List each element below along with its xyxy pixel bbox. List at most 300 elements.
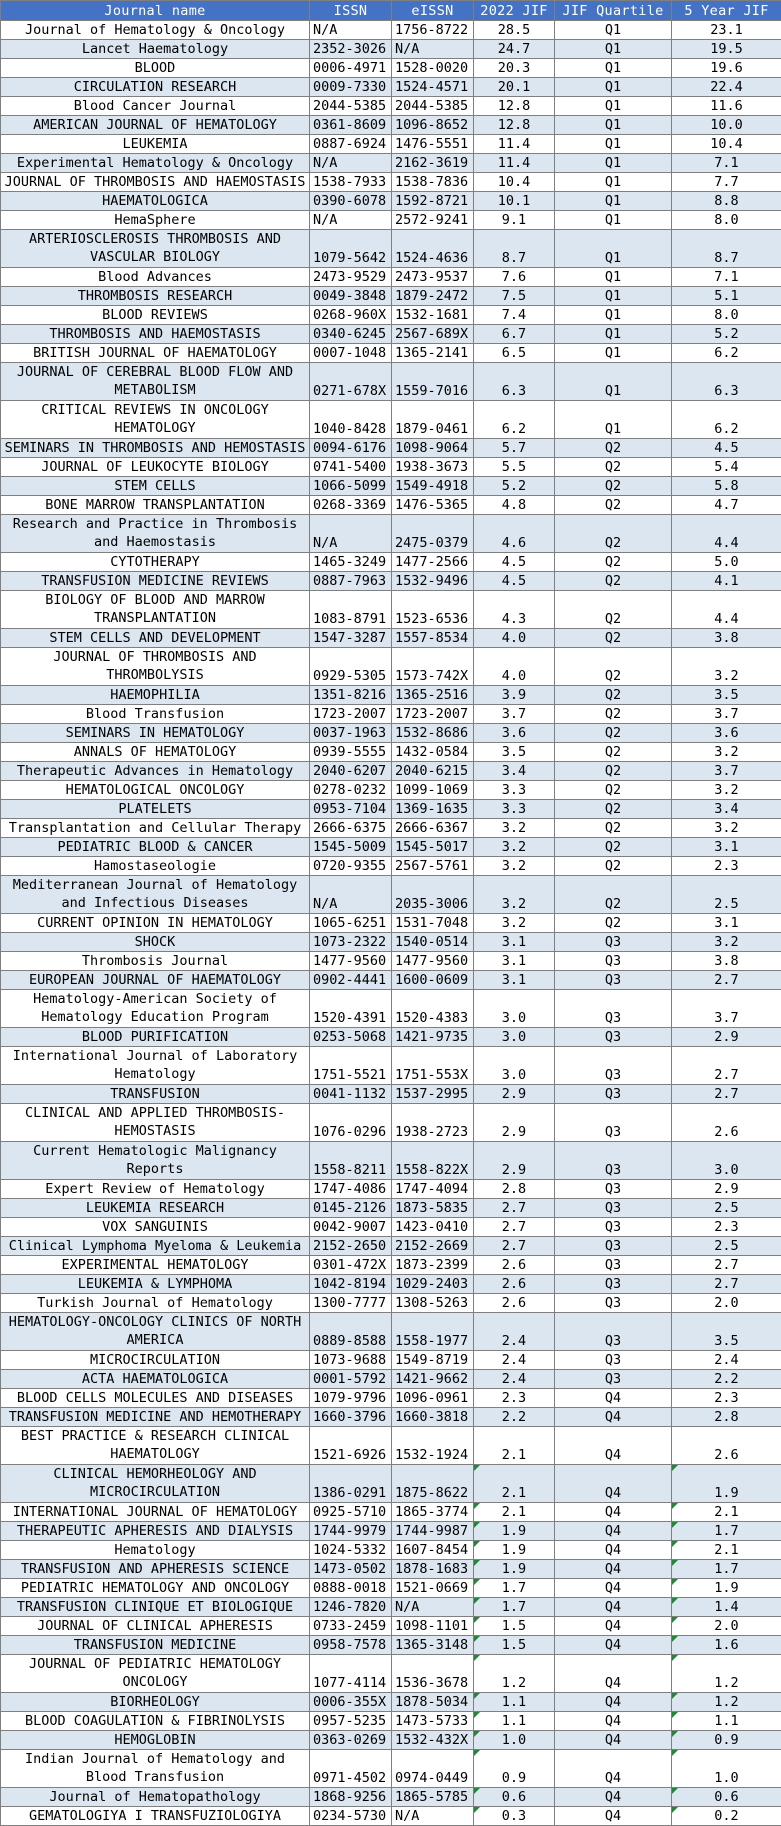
five-year-jif-cell[interactable]: 1.6 — [672, 1636, 781, 1655]
journal-name-cell[interactable]: BLOOD — [1, 59, 310, 78]
journal-name-cell[interactable]: ANNALS OF HEMATOLOGY — [1, 743, 310, 762]
issn-cell[interactable]: 1073-9688 — [310, 1351, 392, 1370]
eissn-cell[interactable]: 1476-5365 — [392, 496, 474, 515]
issn-cell[interactable]: 0041-1132 — [310, 1085, 392, 1104]
issn-cell[interactable]: 2473-9529 — [310, 268, 392, 287]
issn-cell[interactable]: 0234-5730 — [310, 1807, 392, 1826]
issn-cell[interactable]: 1065-6251 — [310, 914, 392, 933]
eissn-cell[interactable]: 1365-3148 — [392, 1636, 474, 1655]
journal-name-cell[interactable]: INTERNATIONAL JOURNAL OF HEMATOLOGY — [1, 1503, 310, 1522]
jif-cell[interactable]: 3.1 — [474, 971, 555, 990]
journal-name-cell[interactable]: Current Hematologic Malignancy Reports — [1, 1142, 310, 1180]
five-year-jif-cell[interactable]: 4.7 — [672, 496, 781, 515]
journal-name-cell[interactable]: JOURNAL OF THROMBOSIS AND HAEMOSTASIS — [1, 173, 310, 192]
issn-cell[interactable]: 0340-6245 — [310, 325, 392, 344]
five-year-jif-cell[interactable]: 1.2 — [672, 1655, 781, 1693]
quartile-cell[interactable]: Q3 — [555, 971, 672, 990]
quartile-cell[interactable]: Q1 — [555, 325, 672, 344]
journal-name-cell[interactable]: Hematology-American Society of Hematology Education Program — [1, 990, 310, 1028]
jif-cell[interactable]: 11.4 — [474, 154, 555, 173]
quartile-cell[interactable]: Q4 — [555, 1655, 672, 1693]
journal-name-cell[interactable]: BIORHEOLOGY — [1, 1693, 310, 1712]
eissn-cell[interactable]: 1365-2141 — [392, 344, 474, 363]
five-year-jif-cell[interactable]: 3.5 — [672, 1313, 781, 1351]
jif-cell[interactable]: 3.4 — [474, 762, 555, 781]
issn-cell[interactable]: 0006-4971 — [310, 59, 392, 78]
eissn-cell[interactable]: 1423-0410 — [392, 1218, 474, 1237]
journal-name-cell[interactable]: Blood Cancer Journal — [1, 97, 310, 116]
eissn-cell[interactable]: 1421-9662 — [392, 1370, 474, 1389]
issn-cell[interactable]: 1520-4391 — [310, 990, 392, 1028]
quartile-cell[interactable]: Q1 — [555, 230, 672, 268]
five-year-jif-cell[interactable]: 0.9 — [672, 1731, 781, 1750]
quartile-cell[interactable]: Q2 — [555, 553, 672, 572]
jif-cell[interactable]: 5.5 — [474, 458, 555, 477]
quartile-cell[interactable]: Q2 — [555, 838, 672, 857]
jif-cell[interactable]: 3.2 — [474, 838, 555, 857]
jif-cell[interactable]: 7.6 — [474, 268, 555, 287]
five-year-jif-cell[interactable]: 3.8 — [672, 952, 781, 971]
jif-cell[interactable]: 3.2 — [474, 914, 555, 933]
journal-name-cell[interactable]: LEUKEMIA — [1, 135, 310, 154]
journal-name-cell[interactable]: EUROPEAN JOURNAL OF HAEMATOLOGY — [1, 971, 310, 990]
jif-cell[interactable]: 10.1 — [474, 192, 555, 211]
jif-cell[interactable]: 20.1 — [474, 78, 555, 97]
issn-cell[interactable]: 1083-8791 — [310, 591, 392, 629]
journal-name-cell[interactable]: TRANSFUSION MEDICINE — [1, 1636, 310, 1655]
eissn-cell[interactable]: 1524-4571 — [392, 78, 474, 97]
column-header-jif-quartile[interactable]: JIF Quartile — [555, 1, 672, 21]
quartile-cell[interactable]: Q3 — [555, 1313, 672, 1351]
eissn-cell[interactable]: 1532-432X — [392, 1731, 474, 1750]
journal-name-cell[interactable]: TRANSFUSION AND APHERESIS SCIENCE — [1, 1560, 310, 1579]
five-year-jif-cell[interactable]: 1.2 — [672, 1693, 781, 1712]
issn-cell[interactable]: 0957-5235 — [310, 1712, 392, 1731]
five-year-jif-cell[interactable]: 1.7 — [672, 1560, 781, 1579]
jif-cell[interactable]: 2.1 — [474, 1503, 555, 1522]
five-year-jif-cell[interactable]: 5.8 — [672, 477, 781, 496]
jif-cell[interactable]: 0.6 — [474, 1788, 555, 1807]
issn-cell[interactable]: 0253-5068 — [310, 1028, 392, 1047]
quartile-cell[interactable]: Q2 — [555, 477, 672, 496]
five-year-jif-cell[interactable]: 2.3 — [672, 857, 781, 876]
issn-cell[interactable]: 0929-5305 — [310, 648, 392, 686]
quartile-cell[interactable]: Q3 — [555, 1351, 672, 1370]
five-year-jif-cell[interactable]: 4.1 — [672, 572, 781, 591]
quartile-cell[interactable]: Q4 — [555, 1807, 672, 1826]
journal-name-cell[interactable]: JOURNAL OF CLINICAL APHERESIS — [1, 1617, 310, 1636]
quartile-cell[interactable]: Q2 — [555, 762, 672, 781]
eissn-cell[interactable]: 1558-1977 — [392, 1313, 474, 1351]
quartile-cell[interactable]: Q1 — [555, 363, 672, 401]
five-year-jif-cell[interactable]: 3.0 — [672, 1142, 781, 1180]
five-year-jif-cell[interactable]: 19.5 — [672, 40, 781, 59]
five-year-jif-cell[interactable]: 6.3 — [672, 363, 781, 401]
journal-name-cell[interactable]: CYTOTHERAPY — [1, 553, 310, 572]
issn-cell[interactable]: 0733-2459 — [310, 1617, 392, 1636]
five-year-jif-cell[interactable]: 11.6 — [672, 97, 781, 116]
eissn-cell[interactable]: 1477-9560 — [392, 952, 474, 971]
eissn-cell[interactable]: 1473-5733 — [392, 1712, 474, 1731]
journal-name-cell[interactable]: Thrombosis Journal — [1, 952, 310, 971]
eissn-cell[interactable]: 2567-689X — [392, 325, 474, 344]
journal-name-cell[interactable]: Blood Advances — [1, 268, 310, 287]
jif-cell[interactable]: 20.3 — [474, 59, 555, 78]
journal-name-cell[interactable]: THROMBOSIS RESEARCH — [1, 287, 310, 306]
journal-name-cell[interactable]: Expert Review of Hematology — [1, 1180, 310, 1199]
quartile-cell[interactable]: Q4 — [555, 1408, 672, 1427]
five-year-jif-cell[interactable]: 2.0 — [672, 1617, 781, 1636]
jif-cell[interactable]: 3.0 — [474, 990, 555, 1028]
journal-name-cell[interactable]: SHOCK — [1, 933, 310, 952]
journal-name-cell[interactable]: Research and Practice in Thrombosis and Haemostasis — [1, 515, 310, 553]
quartile-cell[interactable]: Q1 — [555, 21, 672, 40]
jif-cell[interactable]: 2.7 — [474, 1199, 555, 1218]
jif-cell[interactable]: 9.1 — [474, 211, 555, 230]
five-year-jif-cell[interactable]: 2.3 — [672, 1218, 781, 1237]
eissn-cell[interactable]: 1537-2995 — [392, 1085, 474, 1104]
journal-name-cell[interactable]: Hematology — [1, 1541, 310, 1560]
eissn-cell[interactable]: 1875-8622 — [392, 1465, 474, 1503]
journal-name-cell[interactable]: BLOOD COAGULATION & FIBRINOLYSIS — [1, 1712, 310, 1731]
five-year-jif-cell[interactable]: 2.6 — [672, 1104, 781, 1142]
journal-name-cell[interactable]: GEMATOLOGIYA I TRANSFUZIOLOGIYA — [1, 1807, 310, 1826]
issn-cell[interactable]: 1545-5009 — [310, 838, 392, 857]
eissn-cell[interactable]: 2040-6215 — [392, 762, 474, 781]
quartile-cell[interactable]: Q4 — [555, 1503, 672, 1522]
quartile-cell[interactable]: Q4 — [555, 1560, 672, 1579]
issn-cell[interactable]: 1747-4086 — [310, 1180, 392, 1199]
eissn-cell[interactable]: 1559-7016 — [392, 363, 474, 401]
issn-cell[interactable]: 1477-9560 — [310, 952, 392, 971]
quartile-cell[interactable]: Q1 — [555, 173, 672, 192]
eissn-cell[interactable]: 1308-5263 — [392, 1294, 474, 1313]
issn-cell[interactable]: 0390-6078 — [310, 192, 392, 211]
column-header-journal-name[interactable]: Journal name — [1, 1, 310, 21]
eissn-cell[interactable]: 2567-5761 — [392, 857, 474, 876]
eissn-cell[interactable]: 1096-0961 — [392, 1389, 474, 1408]
jif-cell[interactable]: 4.3 — [474, 591, 555, 629]
quartile-cell[interactable]: Q1 — [555, 97, 672, 116]
quartile-cell[interactable]: Q1 — [555, 116, 672, 135]
journal-name-cell[interactable]: BIOLOGY OF BLOOD AND MARROW TRANSPLANTATION — [1, 591, 310, 629]
five-year-jif-cell[interactable]: 3.1 — [672, 914, 781, 933]
quartile-cell[interactable]: Q2 — [555, 496, 672, 515]
journal-name-cell[interactable]: EXPERIMENTAL HEMATOLOGY — [1, 1256, 310, 1275]
eissn-cell[interactable]: 1865-3774 — [392, 1503, 474, 1522]
quartile-cell[interactable]: Q3 — [555, 990, 672, 1028]
issn-cell[interactable]: 1723-2007 — [310, 705, 392, 724]
eissn-cell[interactable]: 1723-2007 — [392, 705, 474, 724]
issn-cell[interactable]: 0271-678X — [310, 363, 392, 401]
five-year-jif-cell[interactable]: 1.7 — [672, 1522, 781, 1541]
jif-cell[interactable]: 2.9 — [474, 1142, 555, 1180]
journal-name-cell[interactable]: ACTA HAEMATOLOGICA — [1, 1370, 310, 1389]
eissn-cell[interactable]: 1573-742X — [392, 648, 474, 686]
jif-cell[interactable]: 3.7 — [474, 705, 555, 724]
issn-cell[interactable]: 2040-6207 — [310, 762, 392, 781]
five-year-jif-cell[interactable]: 1.1 — [672, 1712, 781, 1731]
five-year-jif-cell[interactable]: 8.0 — [672, 211, 781, 230]
quartile-cell[interactable]: Q2 — [555, 572, 672, 591]
journal-name-cell[interactable]: STEM CELLS — [1, 477, 310, 496]
jif-cell[interactable]: 28.5 — [474, 21, 555, 40]
jif-cell[interactable]: 3.6 — [474, 724, 555, 743]
journal-name-cell[interactable]: STEM CELLS AND DEVELOPMENT — [1, 629, 310, 648]
eissn-cell[interactable]: 1532-8686 — [392, 724, 474, 743]
issn-cell[interactable]: 0268-960X — [310, 306, 392, 325]
jif-cell[interactable]: 2.6 — [474, 1275, 555, 1294]
jif-cell[interactable]: 1.9 — [474, 1560, 555, 1579]
journal-name-cell[interactable]: CRITICAL REVIEWS IN ONCOLOGY HEMATOLOGY — [1, 401, 310, 439]
journal-name-cell[interactable]: HEMOGLOBIN — [1, 1731, 310, 1750]
five-year-jif-cell[interactable]: 2.2 — [672, 1370, 781, 1389]
quartile-cell[interactable]: Q4 — [555, 1731, 672, 1750]
quartile-cell[interactable]: Q3 — [555, 1104, 672, 1142]
five-year-jif-cell[interactable]: 2.6 — [672, 1427, 781, 1465]
issn-cell[interactable]: 1351-8216 — [310, 686, 392, 705]
column-header-2022-jif[interactable]: 2022 JIF — [474, 1, 555, 21]
journal-name-cell[interactable]: LEUKEMIA RESEARCH — [1, 1199, 310, 1218]
quartile-cell[interactable]: Q1 — [555, 211, 672, 230]
eissn-cell[interactable]: 1536-3678 — [392, 1655, 474, 1693]
issn-cell[interactable]: 1076-0296 — [310, 1104, 392, 1142]
eissn-cell[interactable]: 1549-4918 — [392, 477, 474, 496]
issn-cell[interactable]: 1042-8194 — [310, 1275, 392, 1294]
jif-cell[interactable]: 2.1 — [474, 1465, 555, 1503]
eissn-cell[interactable]: 1521-0669 — [392, 1579, 474, 1598]
jif-cell[interactable]: 3.0 — [474, 1047, 555, 1085]
quartile-cell[interactable]: Q3 — [555, 1256, 672, 1275]
eissn-cell[interactable]: 1549-8719 — [392, 1351, 474, 1370]
five-year-jif-cell[interactable]: 10.4 — [672, 135, 781, 154]
five-year-jif-cell[interactable]: 2.5 — [672, 876, 781, 914]
journal-name-cell[interactable]: Lancet Haematology — [1, 40, 310, 59]
issn-cell[interactable]: 0363-0269 — [310, 1731, 392, 1750]
eissn-cell[interactable]: 2572-9241 — [392, 211, 474, 230]
five-year-jif-cell[interactable]: 1.9 — [672, 1465, 781, 1503]
five-year-jif-cell[interactable]: 1.4 — [672, 1598, 781, 1617]
issn-cell[interactable]: 0049-3848 — [310, 287, 392, 306]
journal-name-cell[interactable]: ARTERIOSCLEROSIS THROMBOSIS AND VASCULAR BIOLOGY — [1, 230, 310, 268]
quartile-cell[interactable]: Q1 — [555, 287, 672, 306]
jif-cell[interactable]: 6.5 — [474, 344, 555, 363]
five-year-jif-cell[interactable]: 23.1 — [672, 21, 781, 40]
issn-cell[interactable]: 0007-1048 — [310, 344, 392, 363]
journal-name-cell[interactable]: MICROCIRCULATION — [1, 1351, 310, 1370]
quartile-cell[interactable]: Q3 — [555, 1237, 672, 1256]
issn-cell[interactable]: 0939-5555 — [310, 743, 392, 762]
jif-cell[interactable]: 3.1 — [474, 952, 555, 971]
issn-cell[interactable]: 2352-3026 — [310, 40, 392, 59]
jif-cell[interactable]: 2.9 — [474, 1085, 555, 1104]
five-year-jif-cell[interactable]: 3.7 — [672, 762, 781, 781]
jif-cell[interactable]: 1.5 — [474, 1636, 555, 1655]
issn-cell[interactable]: 2152-2650 — [310, 1237, 392, 1256]
eissn-cell[interactable]: 1476-5551 — [392, 135, 474, 154]
journal-name-cell[interactable]: TRANSFUSION MEDICINE REVIEWS — [1, 572, 310, 591]
eissn-cell[interactable]: 0974-0449 — [392, 1750, 474, 1788]
five-year-jif-cell[interactable]: 3.2 — [672, 648, 781, 686]
issn-cell[interactable]: 1751-5521 — [310, 1047, 392, 1085]
quartile-cell[interactable]: Q1 — [555, 78, 672, 97]
eissn-cell[interactable]: 2162-3619 — [392, 154, 474, 173]
journal-name-cell[interactable]: International Journal of Laboratory Hematology — [1, 1047, 310, 1085]
eissn-cell[interactable]: 1938-2723 — [392, 1104, 474, 1142]
quartile-cell[interactable]: Q4 — [555, 1750, 672, 1788]
jif-cell[interactable]: 3.5 — [474, 743, 555, 762]
five-year-jif-cell[interactable]: 3.2 — [672, 933, 781, 952]
jif-cell[interactable]: 5.2 — [474, 477, 555, 496]
five-year-jif-cell[interactable]: 10.0 — [672, 116, 781, 135]
quartile-cell[interactable]: Q4 — [555, 1712, 672, 1731]
eissn-cell[interactable]: 1744-9987 — [392, 1522, 474, 1541]
journal-name-cell[interactable]: Blood Transfusion — [1, 705, 310, 724]
eissn-cell[interactable]: 1747-4094 — [392, 1180, 474, 1199]
quartile-cell[interactable]: Q3 — [555, 1028, 672, 1047]
journal-name-cell[interactable]: CLINICAL HEMORHEOLOGY AND MICROCIRCULATION — [1, 1465, 310, 1503]
five-year-jif-cell[interactable]: 3.7 — [672, 705, 781, 724]
issn-cell[interactable]: 0009-7330 — [310, 78, 392, 97]
jif-cell[interactable]: 6.2 — [474, 401, 555, 439]
issn-cell[interactable]: N/A — [310, 21, 392, 40]
issn-cell[interactable]: 1473-0502 — [310, 1560, 392, 1579]
journal-name-cell[interactable]: SEMINARS IN THROMBOSIS AND HEMOSTASIS — [1, 439, 310, 458]
issn-cell[interactable]: 1024-5332 — [310, 1541, 392, 1560]
jif-cell[interactable]: 4.5 — [474, 553, 555, 572]
issn-cell[interactable]: 1547-3287 — [310, 629, 392, 648]
quartile-cell[interactable]: Q2 — [555, 819, 672, 838]
eissn-cell[interactable]: 1524-4636 — [392, 230, 474, 268]
journal-name-cell[interactable]: PLATELETS — [1, 800, 310, 819]
issn-cell[interactable]: 0953-7104 — [310, 800, 392, 819]
jif-cell[interactable]: 3.1 — [474, 933, 555, 952]
issn-cell[interactable]: 1660-3796 — [310, 1408, 392, 1427]
issn-cell[interactable]: 1386-0291 — [310, 1465, 392, 1503]
quartile-cell[interactable]: Q2 — [555, 515, 672, 553]
five-year-jif-cell[interactable]: 2.3 — [672, 1389, 781, 1408]
jif-cell[interactable]: 2.4 — [474, 1370, 555, 1389]
jif-cell[interactable]: 2.9 — [474, 1104, 555, 1142]
quartile-cell[interactable]: Q2 — [555, 705, 672, 724]
jif-cell[interactable]: 10.4 — [474, 173, 555, 192]
eissn-cell[interactable]: 2475-0379 — [392, 515, 474, 553]
quartile-cell[interactable]: Q4 — [555, 1427, 672, 1465]
eissn-cell[interactable]: 1365-2516 — [392, 686, 474, 705]
eissn-cell[interactable]: 1538-7836 — [392, 173, 474, 192]
journal-name-cell[interactable]: HemaSphere — [1, 211, 310, 230]
five-year-jif-cell[interactable]: 4.4 — [672, 515, 781, 553]
five-year-jif-cell[interactable]: 2.8 — [672, 1408, 781, 1427]
eissn-cell[interactable]: 1369-1635 — [392, 800, 474, 819]
journal-name-cell[interactable]: JOURNAL OF THROMBOSIS AND THROMBOLYSIS — [1, 648, 310, 686]
issn-cell[interactable]: 1465-3249 — [310, 553, 392, 572]
jif-cell[interactable]: 2.4 — [474, 1313, 555, 1351]
quartile-cell[interactable]: Q4 — [555, 1579, 672, 1598]
issn-cell[interactable]: 0902-4441 — [310, 971, 392, 990]
journal-name-cell[interactable]: Turkish Journal of Hematology — [1, 1294, 310, 1313]
journal-name-cell[interactable]: BLOOD REVIEWS — [1, 306, 310, 325]
quartile-cell[interactable]: Q1 — [555, 135, 672, 154]
journal-name-cell[interactable]: PEDIATRIC BLOOD & CANCER — [1, 838, 310, 857]
quartile-cell[interactable]: Q3 — [555, 1199, 672, 1218]
journal-name-cell[interactable]: LEUKEMIA & LYMPHOMA — [1, 1275, 310, 1294]
eissn-cell[interactable]: 2473-9537 — [392, 268, 474, 287]
jif-cell[interactable]: 4.5 — [474, 572, 555, 591]
five-year-jif-cell[interactable]: 4.5 — [672, 439, 781, 458]
issn-cell[interactable]: N/A — [310, 515, 392, 553]
eissn-cell[interactable]: 1540-0514 — [392, 933, 474, 952]
quartile-cell[interactable]: Q1 — [555, 154, 672, 173]
jif-cell[interactable]: 1.1 — [474, 1712, 555, 1731]
issn-cell[interactable]: 2044-5385 — [310, 97, 392, 116]
issn-cell[interactable]: 0042-9007 — [310, 1218, 392, 1237]
eissn-cell[interactable]: 1558-822X — [392, 1142, 474, 1180]
eissn-cell[interactable]: 1545-5017 — [392, 838, 474, 857]
issn-cell[interactable]: 1744-9979 — [310, 1522, 392, 1541]
quartile-cell[interactable]: Q2 — [555, 914, 672, 933]
quartile-cell[interactable]: Q2 — [555, 458, 672, 477]
jif-cell[interactable]: 0.3 — [474, 1807, 555, 1826]
column-header-issn[interactable]: ISSN — [310, 1, 392, 21]
eissn-cell[interactable]: 2044-5385 — [392, 97, 474, 116]
quartile-cell[interactable]: Q2 — [555, 686, 672, 705]
jif-cell[interactable]: 2.4 — [474, 1351, 555, 1370]
five-year-jif-cell[interactable]: 8.8 — [672, 192, 781, 211]
issn-cell[interactable]: 0741-5400 — [310, 458, 392, 477]
quartile-cell[interactable]: Q1 — [555, 192, 672, 211]
issn-cell[interactable]: 0887-7963 — [310, 572, 392, 591]
issn-cell[interactable]: N/A — [310, 211, 392, 230]
five-year-jif-cell[interactable]: 3.6 — [672, 724, 781, 743]
journal-name-cell[interactable]: BRITISH JOURNAL OF HAEMATOLOGY — [1, 344, 310, 363]
eissn-cell[interactable]: 1029-2403 — [392, 1275, 474, 1294]
journal-name-cell[interactable]: SEMINARS IN HEMATOLOGY — [1, 724, 310, 743]
quartile-cell[interactable]: Q2 — [555, 724, 672, 743]
five-year-jif-cell[interactable]: 19.6 — [672, 59, 781, 78]
jif-cell[interactable]: 3.2 — [474, 876, 555, 914]
five-year-jif-cell[interactable]: 3.8 — [672, 629, 781, 648]
quartile-cell[interactable]: Q4 — [555, 1598, 672, 1617]
issn-cell[interactable]: 0278-0232 — [310, 781, 392, 800]
jif-cell[interactable]: 3.2 — [474, 819, 555, 838]
five-year-jif-cell[interactable]: 5.0 — [672, 553, 781, 572]
column-header-eissn[interactable]: eISSN — [392, 1, 474, 21]
issn-cell[interactable]: 2666-6375 — [310, 819, 392, 838]
five-year-jif-cell[interactable]: 2.7 — [672, 1047, 781, 1085]
jif-cell[interactable]: 4.6 — [474, 515, 555, 553]
issn-cell[interactable]: 0888-0018 — [310, 1579, 392, 1598]
jif-cell[interactable]: 24.7 — [474, 40, 555, 59]
quartile-cell[interactable]: Q1 — [555, 59, 672, 78]
journal-name-cell[interactable]: CLINICAL AND APPLIED THROMBOSIS-HEMOSTASIS — [1, 1104, 310, 1142]
journal-name-cell[interactable]: JOURNAL OF LEUKOCYTE BIOLOGY — [1, 458, 310, 477]
jif-cell[interactable]: 2.8 — [474, 1180, 555, 1199]
five-year-jif-cell[interactable]: 6.2 — [672, 344, 781, 363]
issn-cell[interactable]: N/A — [310, 154, 392, 173]
quartile-cell[interactable]: Q2 — [555, 439, 672, 458]
quartile-cell[interactable]: Q4 — [555, 1693, 672, 1712]
eissn-cell[interactable]: N/A — [392, 1598, 474, 1617]
eissn-cell[interactable]: 1865-5785 — [392, 1788, 474, 1807]
journal-name-cell[interactable]: TRANSFUSION — [1, 1085, 310, 1104]
quartile-cell[interactable]: Q4 — [555, 1541, 672, 1560]
jif-cell[interactable]: 1.9 — [474, 1541, 555, 1560]
jif-cell[interactable]: 12.8 — [474, 97, 555, 116]
eissn-cell[interactable]: 1098-1101 — [392, 1617, 474, 1636]
eissn-cell[interactable]: 1592-8721 — [392, 192, 474, 211]
quartile-cell[interactable]: Q1 — [555, 401, 672, 439]
